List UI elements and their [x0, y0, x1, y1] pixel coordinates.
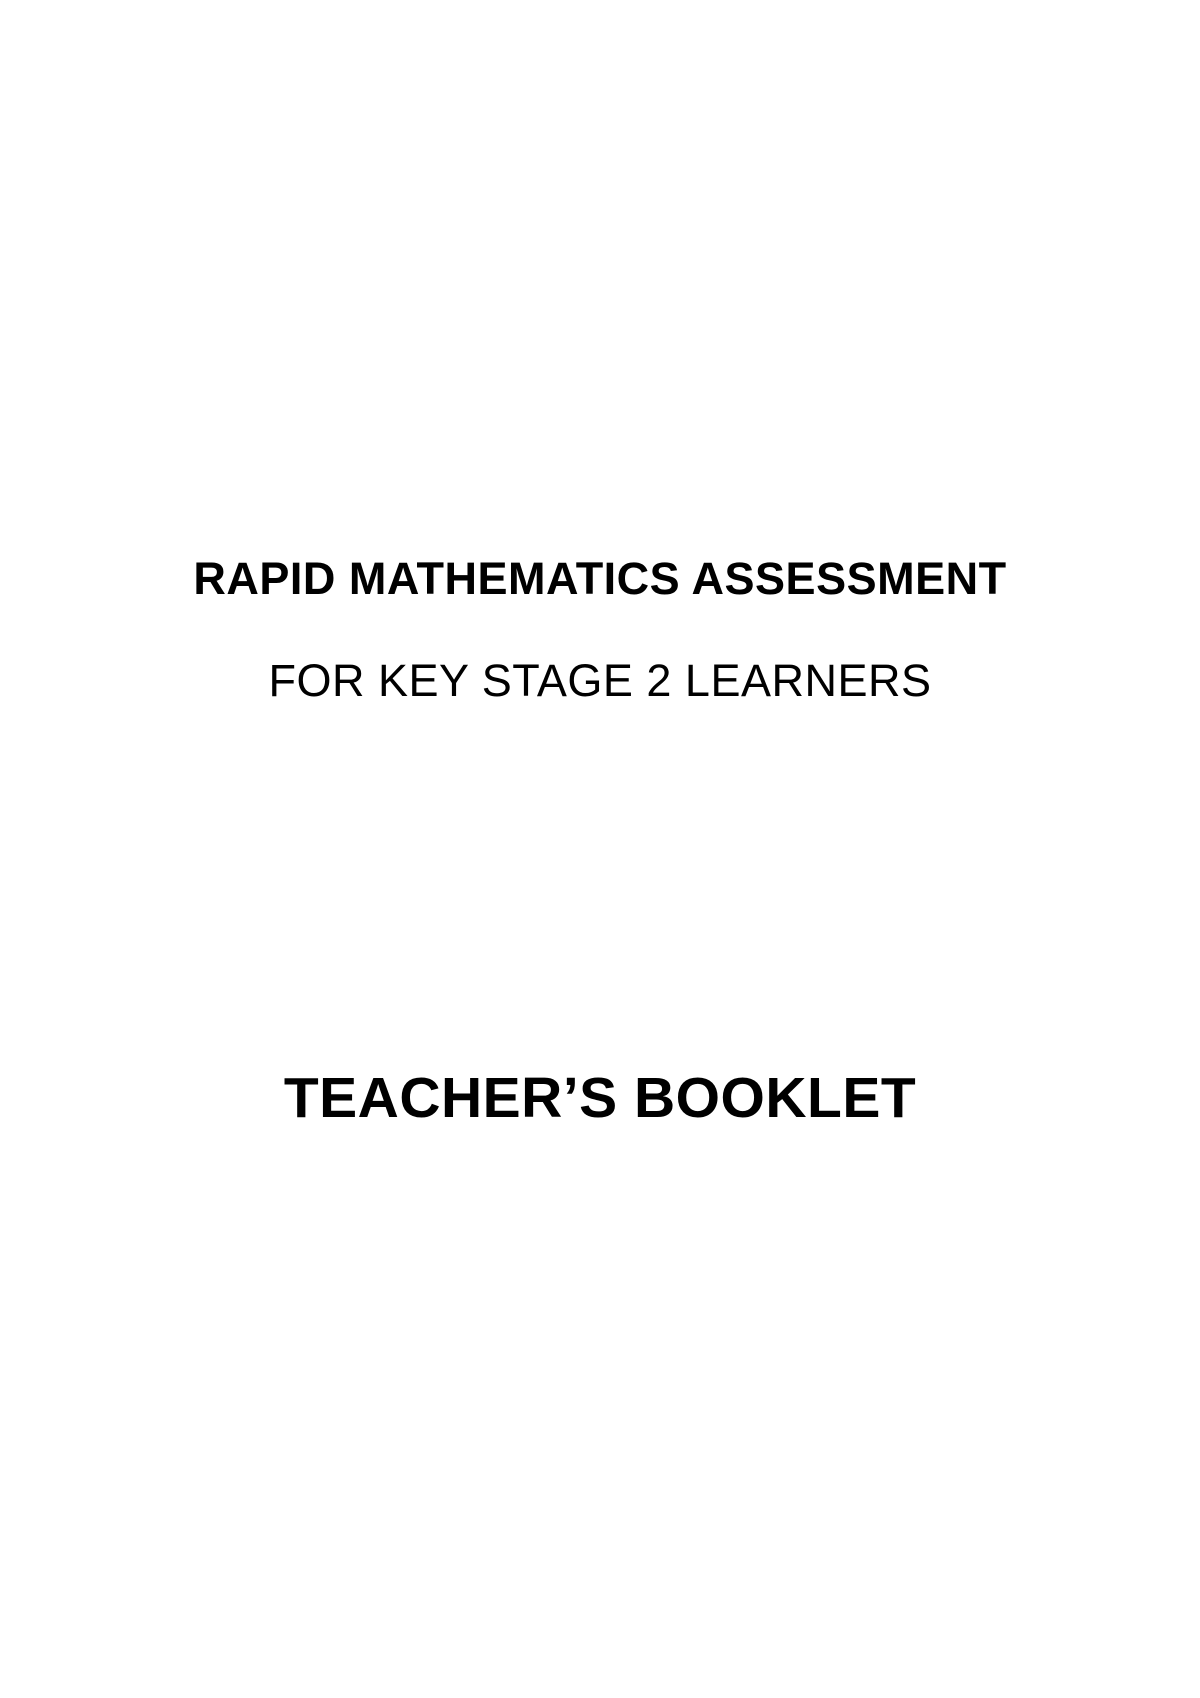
document-title: RAPID MATHEMATICS ASSESSMENT	[193, 553, 1007, 604]
document-subtitle: FOR KEY STAGE 2 LEARNERS	[268, 655, 932, 706]
booklet-type-heading: TEACHER’S BOOKLET	[283, 1066, 917, 1130]
